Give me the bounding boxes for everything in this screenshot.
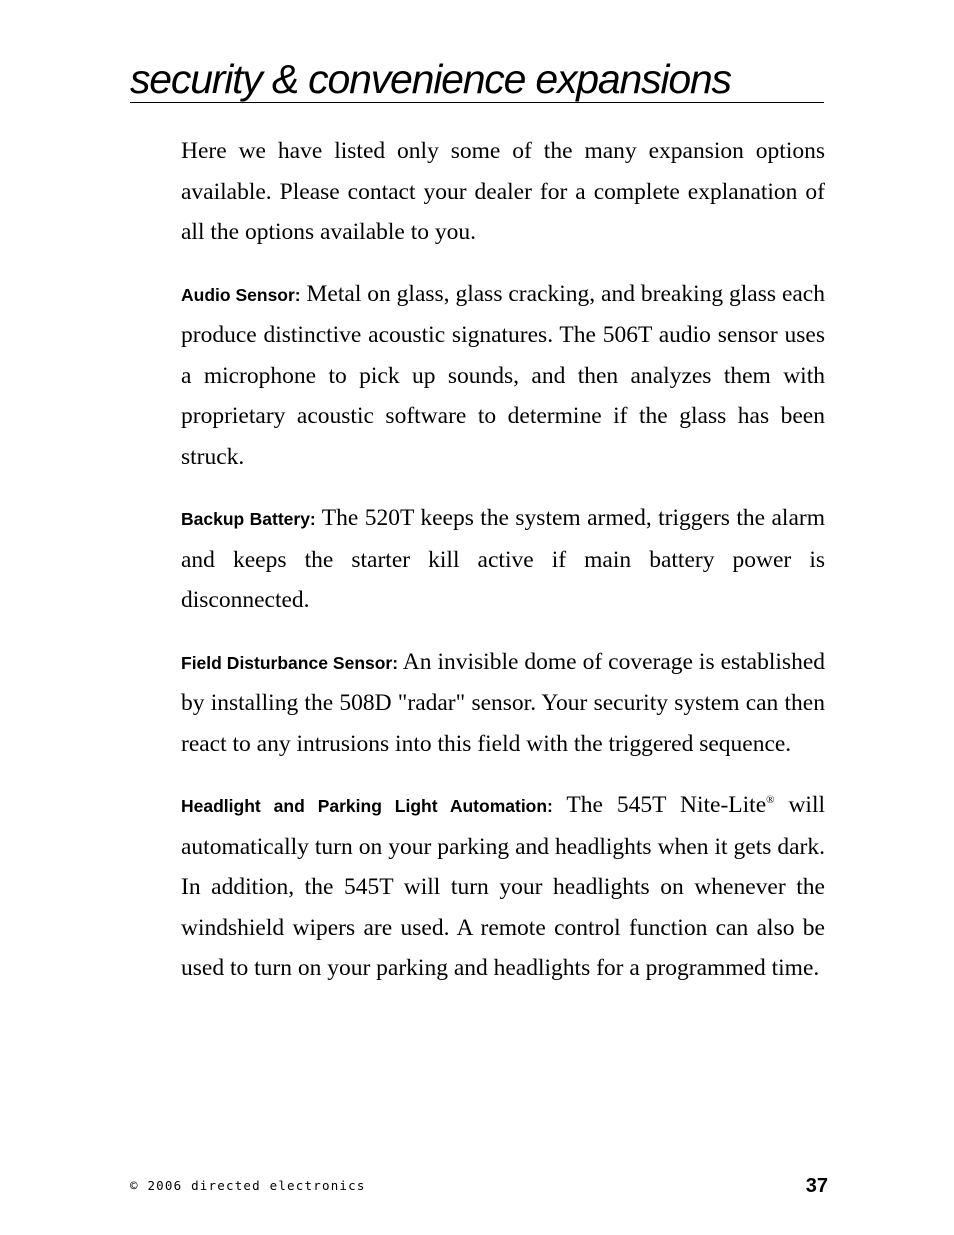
registered-mark: ® (766, 794, 775, 807)
description-audio-sensor: Metal on glass, glass cracking, and breaking glass each produce distinctive acoustic signatures. The 506T audio sensor uses a microphone to pick up sounds, and then analyzes them with proprietary acoustic software to determine if the glass has been struck. (181, 280, 825, 470)
page-title: security & convenience expansions (130, 56, 824, 103)
term-field-disturbance-sensor: Field Disturbance Sensor: (181, 652, 399, 673)
page-number: 37 (805, 1175, 828, 1197)
term-audio-sensor: Audio Sensor: (181, 284, 301, 305)
term-backup-battery: Backup Battery: (181, 509, 316, 529)
section-audio-sensor (181, 274, 825, 478)
footer-copyright: © 2006 directed electronics (130, 1178, 366, 1193)
term-headlight-automation: Headlight and Parking Light Automation: (181, 796, 553, 816)
description-backup-battery: The 520T keeps the system armed, triggers the alarm and keeps the starter kill active if main battery power is disconnected. (181, 505, 825, 613)
section-headlight-automation (181, 785, 825, 989)
page-body (181, 131, 825, 1010)
description-headlight-automation-rest: will automatically turn on your parking and headlights when it gets dark. In addition, the 545T will turn your headlights on whenever the windshield wipers are used. A remote control function can also be used to turn on your parking and headlights for a programmed time. (181, 792, 825, 981)
description-field-disturbance-sensor: An invisible dome of coverage is established by installing the 508D "radar" sensor. Your security system can then react to any intrusions into this field with the triggered sequence. (181, 648, 825, 757)
description-headlight-automation-start: The 545T Nite-Lite (552, 792, 767, 818)
section-backup-battery (181, 498, 825, 621)
intro-paragraph: Here we have listed only some of the many expansion options available. Please contact your dealer for a complete explanation of all the options available to you. (181, 138, 825, 245)
section-field-disturbance-sensor (181, 642, 825, 765)
